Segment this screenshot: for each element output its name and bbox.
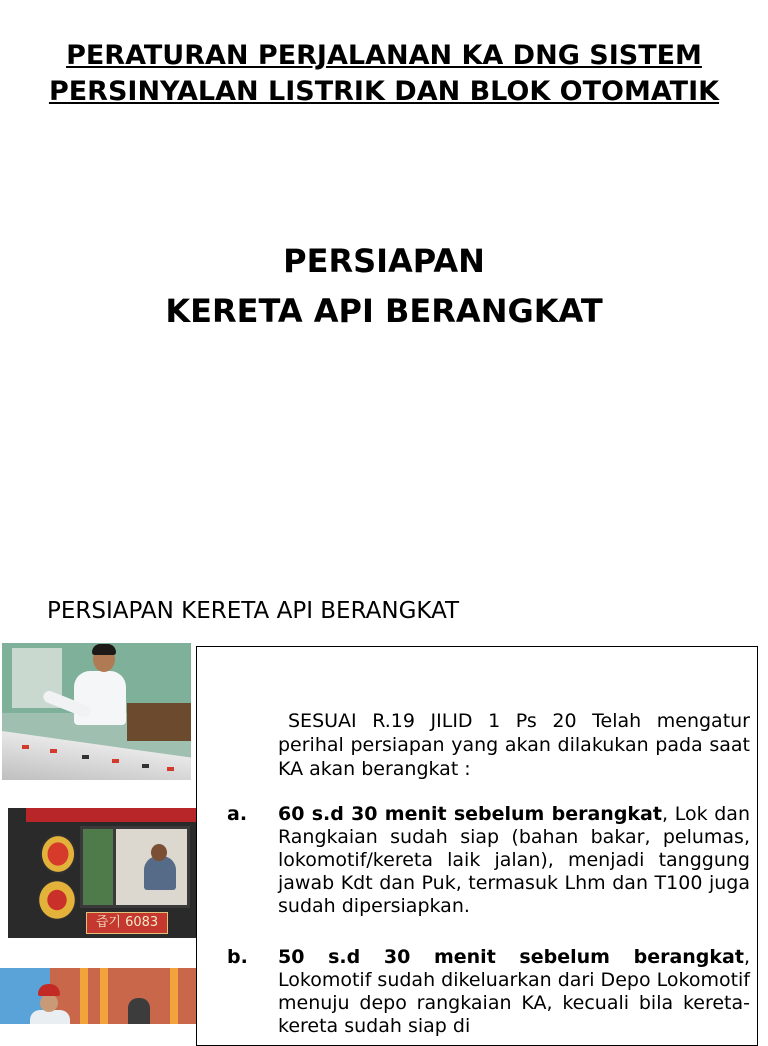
item-a-text [278,803,750,918]
item-b-body: , Lokomotif sudah dikeluarkan dari Depo Lokomotif menuju depo rangkaian KA, kecuali bila kereta-kereta sudah siap di [278,946,750,1037]
signal-control-room-photo [2,643,191,780]
item-a-letter: a. [227,803,248,825]
section-heading: PERSIAPAN KERETA API BERANGKAT [47,598,460,624]
locomotive-cab-photo [8,808,196,938]
item-b-heading: 50 s.d 30 menit sebelum berangkat [278,946,744,968]
locomotive-number-plate: 즙기 6083 [86,912,168,934]
document-title: PERATURAN PERJALANAN KA DNG SISTEM PERSINYALAN LISTRIK DAN BLOK OTOMATIK [48,40,720,107]
item-a-heading: 60 s.d 30 menit sebelum berangkat [278,803,662,825]
intro-paragraph: SESUAI R.19 JILID 1 Ps 20 Telah mengatur perihal persiapan yang akan dilakukan pada saat KA akan berangkat : [278,710,750,780]
item-a-body: , Lok dan Rangkaian sudah siap (bahan bakar, pelumas, lokomotif/kereta laik jalan), menjadi tanggung jawab Kdt dan Puk, termasuk Lhm dan T100 juga sudah dipersiapkan. [278,803,750,917]
platform-staff-photo [0,968,196,1024]
slide-subtitle [40,236,728,336]
subtitle-line-1: PERSIAPAN [283,242,485,280]
subtitle-line-2: KERETA API BERANGKAT [165,292,603,330]
item-b-text [278,946,750,1038]
item-b-letter: b. [227,946,248,968]
